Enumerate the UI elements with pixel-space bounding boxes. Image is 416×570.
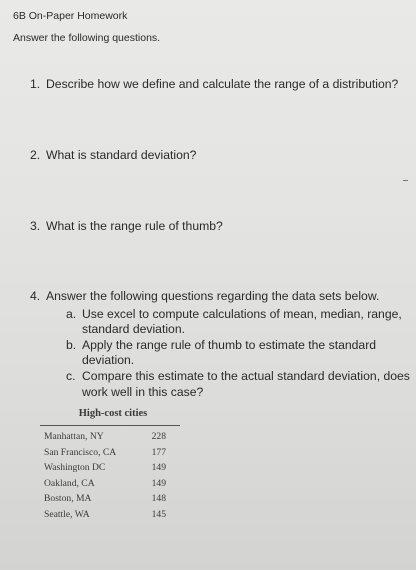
page-title: 6B On-Paper Homework [13, 10, 128, 22]
table-cell-value: 177 [151, 446, 166, 458]
table-cell-city: San Francisco, CA [44, 446, 117, 458]
table-row [40, 476, 180, 492]
table-row [40, 445, 180, 461]
table-cell-city: Boston, MA [44, 493, 92, 505]
table-divider [40, 425, 180, 426]
question-3-text: What is the range rule of thumb? [46, 219, 223, 233]
question-4-text: Answer the following questions regarding the data sets below. [46, 289, 380, 303]
question-2 [30, 148, 196, 162]
subquestion-b-line1: Apply the range rule of thumb to estimate the standard [82, 338, 377, 352]
table-cell-value: 149 [151, 462, 166, 474]
question-4-number: 4. [30, 289, 41, 303]
table-cell-value: 149 [151, 477, 166, 489]
subquestion-a-letter: a. [66, 307, 77, 321]
question-1 [30, 77, 398, 91]
subquestion-c-line2: work well in this case? [82, 385, 204, 399]
table-row [40, 460, 180, 476]
subquestion-c-line1: Compare this estimate to the actual standard deviation, does [82, 369, 410, 383]
table-cell-city: Manhattan, NY [44, 431, 104, 442]
table-cell-city: Seattle, WA [44, 508, 90, 520]
question-2-text: What is standard deviation? [46, 148, 197, 162]
subquestion-a-line2: standard deviation. [82, 322, 185, 336]
cost-table [40, 408, 180, 523]
table-row [40, 507, 180, 523]
table-cell-value: 145 [151, 508, 166, 520]
question-3 [30, 219, 223, 233]
instructions-text: Answer the following questions. [13, 32, 161, 44]
question-1-text: Describe how we define and calculate the range of a distribution? [46, 77, 399, 91]
subquestion-a-line1: Use excel to compute calculations of mean, median, range, [82, 307, 402, 321]
stray-mark [403, 180, 408, 181]
subquestion-b-letter: b. [66, 338, 77, 352]
question-1-number: 1. [30, 77, 41, 91]
table-cell-value: 228 [151, 431, 166, 442]
question-4 [30, 289, 379, 303]
subquestion-c-letter: c. [66, 369, 76, 383]
subquestion-b-line2: deviation. [82, 353, 135, 367]
table-cell-city: Washington DC [44, 462, 106, 474]
subquestion-b [66, 338, 376, 352]
question-2-number: 2. [30, 148, 41, 162]
table-body [40, 429, 180, 523]
question-3-number: 3. [30, 219, 41, 233]
table-cell-value: 148 [151, 493, 166, 505]
table-title: High-cost cities [78, 408, 148, 419]
table-cell-city: Oakland, CA [44, 477, 95, 489]
table-row [40, 491, 180, 507]
subquestion-c [66, 369, 410, 383]
table-row [40, 429, 180, 445]
subquestion-a [66, 307, 402, 321]
